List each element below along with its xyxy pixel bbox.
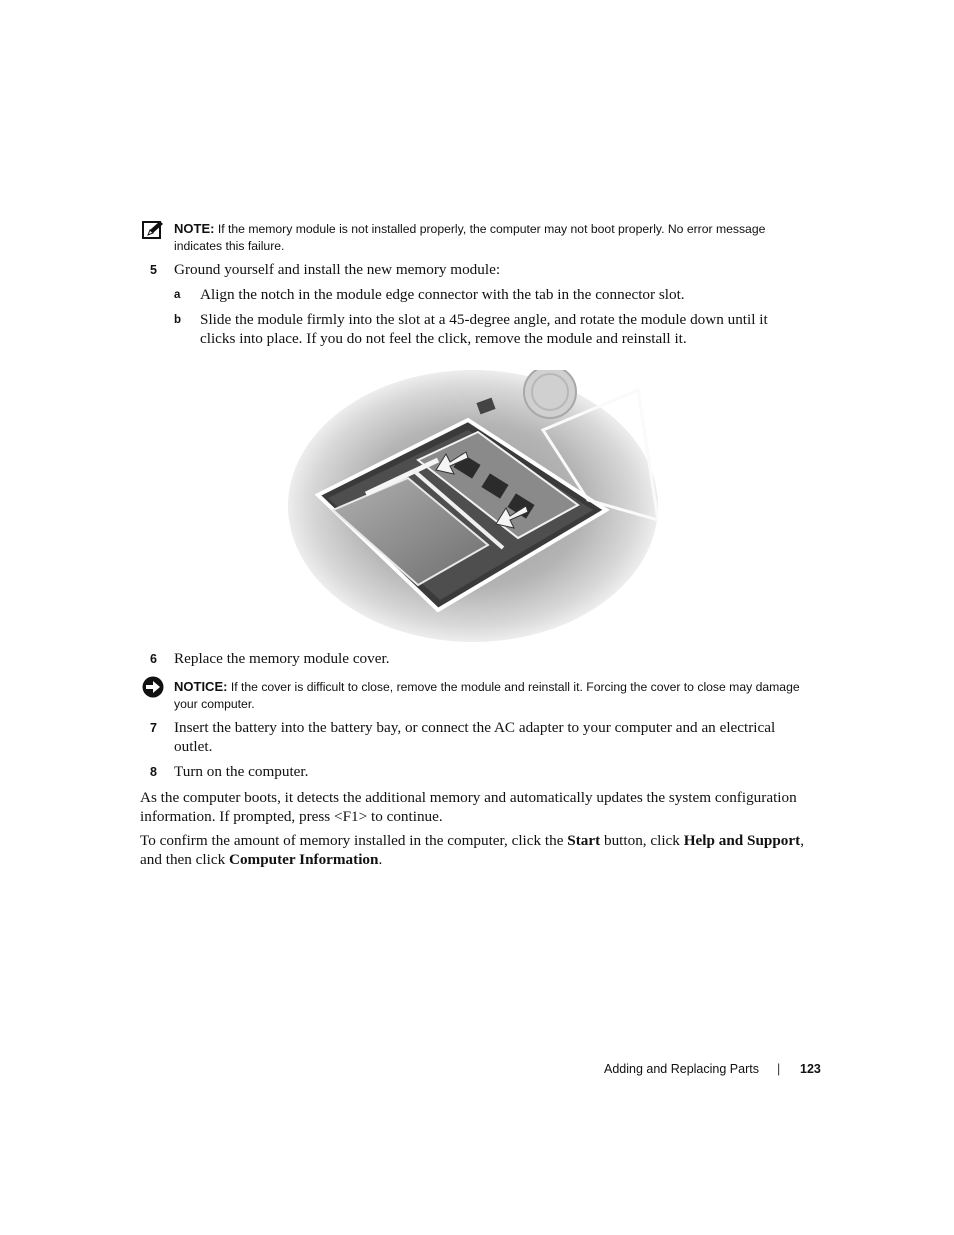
confirm-memory-paragraph: To confirm the amount of memory installed in the computer, click the Start button, click Help and Support, and then click Computer Information. xyxy=(140,832,804,868)
step-number: 5 xyxy=(150,263,157,277)
substep-letter: b xyxy=(174,314,182,326)
substep-text: Align the notch in the module edge connector with the tab in the connector slot. xyxy=(200,286,685,303)
memory-module-illustration xyxy=(288,370,658,642)
footer-section-title: Adding and Replacing Parts xyxy=(604,1062,759,1076)
substep-text: Slide the module firmly into the slot at a 45-degree angle, and rotate the module down until it clicks into place. If you do not feel the click, remove the module and reinstall it. xyxy=(200,311,768,347)
step-number: 8 xyxy=(150,765,157,779)
footer-separator: | xyxy=(777,1062,781,1076)
computer-information-term: Computer Information xyxy=(228,851,379,868)
step-text: Insert the battery into the battery bay, or connect the AC adapter to your computer and an electrical outlet. xyxy=(174,719,776,755)
page-number: 123 xyxy=(800,1062,821,1076)
help-and-support-term: Help and Support xyxy=(683,832,801,849)
notice-text: If the cover is difficult to close, remove the module and reinstall it. Forcing the cover to close may damage your computer. xyxy=(174,680,800,711)
substep-letter: a xyxy=(174,289,181,301)
notice-label: NOTICE: xyxy=(174,679,228,694)
start-term: Start xyxy=(567,832,601,849)
boot-paragraph: As the computer boots, it detects the additional memory and automatically updates the system configuration information. If prompted, press <F1> to continue. xyxy=(140,789,797,825)
pencil-note-icon xyxy=(142,220,164,245)
notice-arrow-icon xyxy=(142,676,164,703)
note-text: If the memory module is not installed properly, the computer may not boot properly. No error message indicates this failure. xyxy=(174,222,766,253)
step-number: 6 xyxy=(150,652,157,666)
note-label: NOTE: xyxy=(174,221,215,236)
step-text: Ground yourself and install the new memory module: xyxy=(174,261,501,278)
step-text: Replace the memory module cover. xyxy=(174,650,390,667)
step-number: 7 xyxy=(150,721,157,735)
step-text: Turn on the computer. xyxy=(174,763,309,780)
